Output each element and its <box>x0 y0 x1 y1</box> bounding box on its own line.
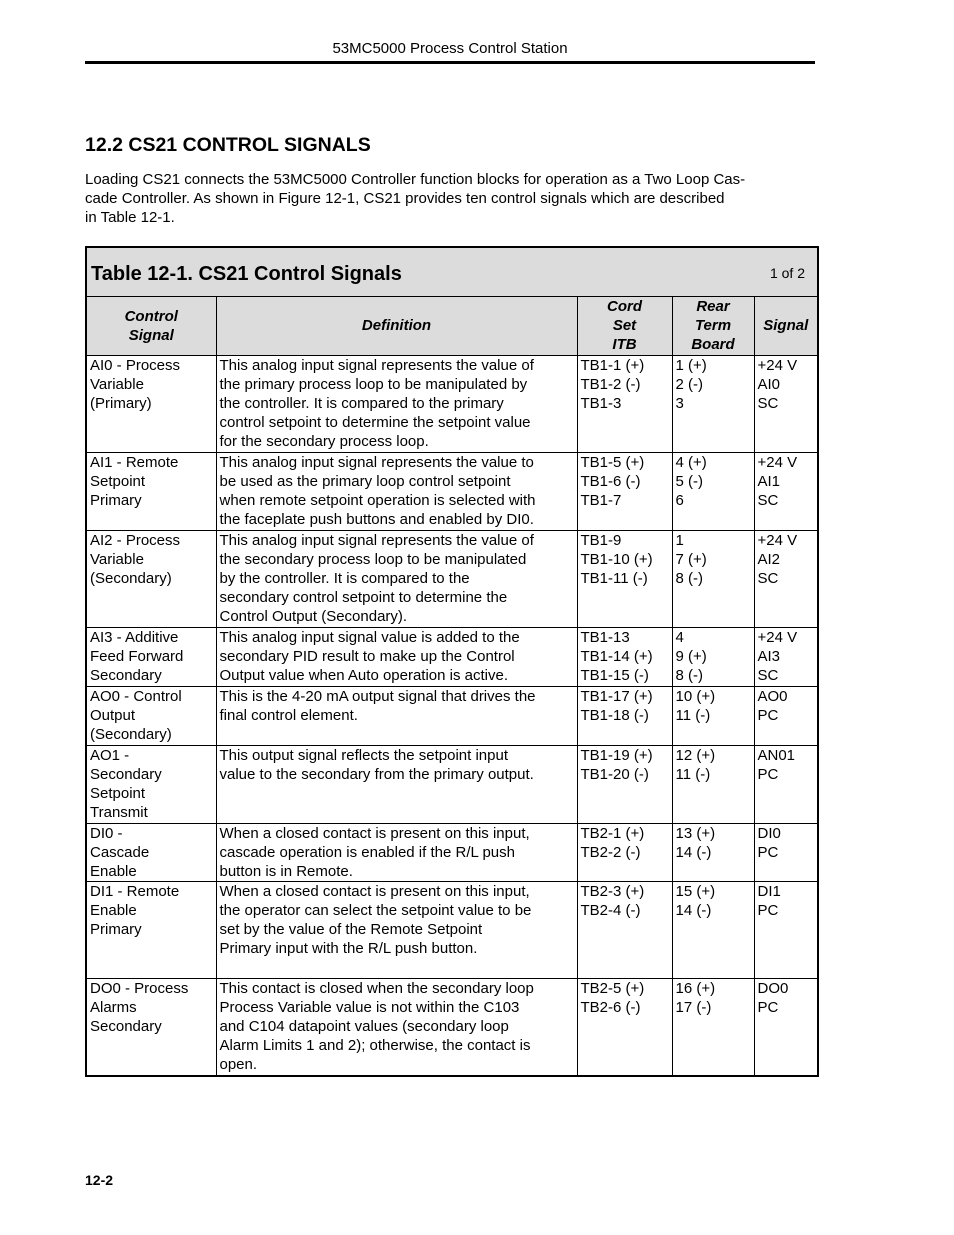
table-row <box>87 530 817 627</box>
table-row <box>87 355 817 452</box>
table-row <box>87 881 817 978</box>
cell-rear-term-board: 10 (+) 11 (-) <box>672 686 754 745</box>
cell-definition: When a closed contact is present on this input, cascade operation is enabled if the R/L push button is in Remote. <box>216 823 577 881</box>
cell-control-signal: DI1 - Remote Enable Primary <box>87 881 216 978</box>
cell-definition: This analog input signal represents the value of the primary process loop to be manipulated by the controller. It is compared to the primary control setpoint to determine the setpoint value for the secondary process loop. <box>216 355 577 452</box>
header-definition: Definition <box>216 297 577 355</box>
cell-control-signal: AI1 - Remote Setpoint Primary <box>87 452 216 530</box>
cell-signal: +24 V AI0 SC <box>754 355 817 452</box>
control-signals-table <box>85 246 819 1077</box>
cell-definition: This analog input signal represents the value to be used as the primary loop control setpoint when remote setpoint operation is selected with the faceplate push buttons and enabled by DI0. <box>216 452 577 530</box>
header-rear-term-board: Rear Term Board <box>672 297 754 355</box>
cell-cord-set-itb: TB2-1 (+) TB2-2 (-) <box>577 823 672 881</box>
cell-rear-term-board: 16 (+) 17 (-) <box>672 978 754 1075</box>
cell-signal: DI1 PC <box>754 881 817 978</box>
header-rule <box>85 61 815 64</box>
cell-rear-term-board: 12 (+) 11 (-) <box>672 745 754 823</box>
header-cord-set-itb: Cord Set ITB <box>577 297 672 355</box>
intro-line: in Table 12-1. <box>85 209 175 226</box>
cell-definition: This contact is closed when the secondary loop Process Variable value is not within the C103 and C104 datapoint values (secondary loop Alarm Limits 1 and 2); otherwise, the contact is open. <box>216 978 577 1075</box>
table-row <box>87 686 817 745</box>
cell-cord-set-itb: TB2-3 (+) TB2-4 (-) <box>577 881 672 978</box>
table-title: Table 12-1. CS21 Control Signals <box>91 263 402 285</box>
cell-definition: This is the 4-20 mA output signal that drives the final control element. <box>216 686 577 745</box>
cell-cord-set-itb: TB1-1 (+) TB1-2 (-) TB1-3 <box>577 355 672 452</box>
table-row <box>87 452 817 530</box>
cell-signal: +24 V AI2 SC <box>754 530 817 627</box>
cell-signal: DI0 PC <box>754 823 817 881</box>
table-page-indicator: 1 of 2 <box>769 265 805 281</box>
cell-definition: When a closed contact is present on this input, the operator can select the setpoint value to be set by the value of the Remote Setpoint Primary input with the R/L push button. <box>216 881 577 978</box>
table-row <box>87 627 817 686</box>
intro-paragraph <box>85 170 817 227</box>
cell-signal: DO0 PC <box>754 978 817 1075</box>
cell-rear-term-board: 4 (+) 5 (-) 6 <box>672 452 754 530</box>
cell-control-signal: DI0 - Cascade Enable <box>87 823 216 881</box>
cell-control-signal: AI2 - Process Variable (Secondary) <box>87 530 216 627</box>
cell-cord-set-itb: TB1-9 TB1-10 (+) TB1-11 (-) <box>577 530 672 627</box>
table-row <box>87 745 817 823</box>
table-title-bar <box>87 248 817 297</box>
section-title: 12.2 CS21 CONTROL SIGNALS <box>85 134 371 156</box>
cell-cord-set-itb: TB1-19 (+) TB1-20 (-) <box>577 745 672 823</box>
cell-control-signal: AO1 - Secondary Setpoint Transmit <box>87 745 216 823</box>
cell-control-signal: AI0 - Process Variable (Primary) <box>87 355 216 452</box>
cell-signal: +24 V AI1 SC <box>754 452 817 530</box>
cell-definition: This analog input signal represents the value of the secondary process loop to be manipulated by the controller. It is compared to the secondary control setpoint to determine the Control Output (Secondary). <box>216 530 577 627</box>
cell-rear-term-board: 4 9 (+) 8 (-) <box>672 627 754 686</box>
cell-rear-term-board: 1 (+) 2 (-) 3 <box>672 355 754 452</box>
cell-signal: AN01 PC <box>754 745 817 823</box>
intro-line: Loading CS21 connects the 53MC5000 Controller function blocks for operation as a Two Loop Cas- <box>85 171 746 188</box>
cell-signal: +24 V AI3 SC <box>754 627 817 686</box>
header-signal: Signal <box>754 297 817 355</box>
table-row <box>87 978 817 1075</box>
cell-control-signal: AI3 - Additive Feed Forward Secondary <box>87 627 216 686</box>
cell-rear-term-board: 1 7 (+) 8 (-) <box>672 530 754 627</box>
signals-grid <box>87 297 817 1075</box>
cell-control-signal: DO0 - Process Alarms Secondary <box>87 978 216 1075</box>
cell-control-signal: AO0 - Control Output (Secondary) <box>87 686 216 745</box>
cell-signal: AO0 PC <box>754 686 817 745</box>
intro-line: cade Controller. As shown in Figure 12-1, CS21 provides ten control signals which are described <box>85 190 725 207</box>
cell-cord-set-itb: TB1-13 TB1-14 (+) TB1-15 (-) <box>577 627 672 686</box>
cell-definition: This analog input signal value is added to the secondary PID result to make up the Control Output value when Auto operation is active. <box>216 627 577 686</box>
header-control-signal: Control Signal <box>87 297 216 355</box>
running-header: 53MC5000 Process Control Station <box>332 40 568 57</box>
cell-rear-term-board: 13 (+) 14 (-) <box>672 823 754 881</box>
cell-cord-set-itb: TB1-17 (+) TB1-18 (-) <box>577 686 672 745</box>
cell-rear-term-board: 15 (+) 14 (-) <box>672 881 754 978</box>
table-header-row <box>87 297 817 355</box>
cell-cord-set-itb: TB1-5 (+) TB1-6 (-) TB1-7 <box>577 452 672 530</box>
cell-definition: This output signal reflects the setpoint input value to the secondary from the primary output. <box>216 745 577 823</box>
page-number: 12-2 <box>85 1172 114 1188</box>
table-row <box>87 823 817 881</box>
cell-cord-set-itb: TB2-5 (+) TB2-6 (-) <box>577 978 672 1075</box>
